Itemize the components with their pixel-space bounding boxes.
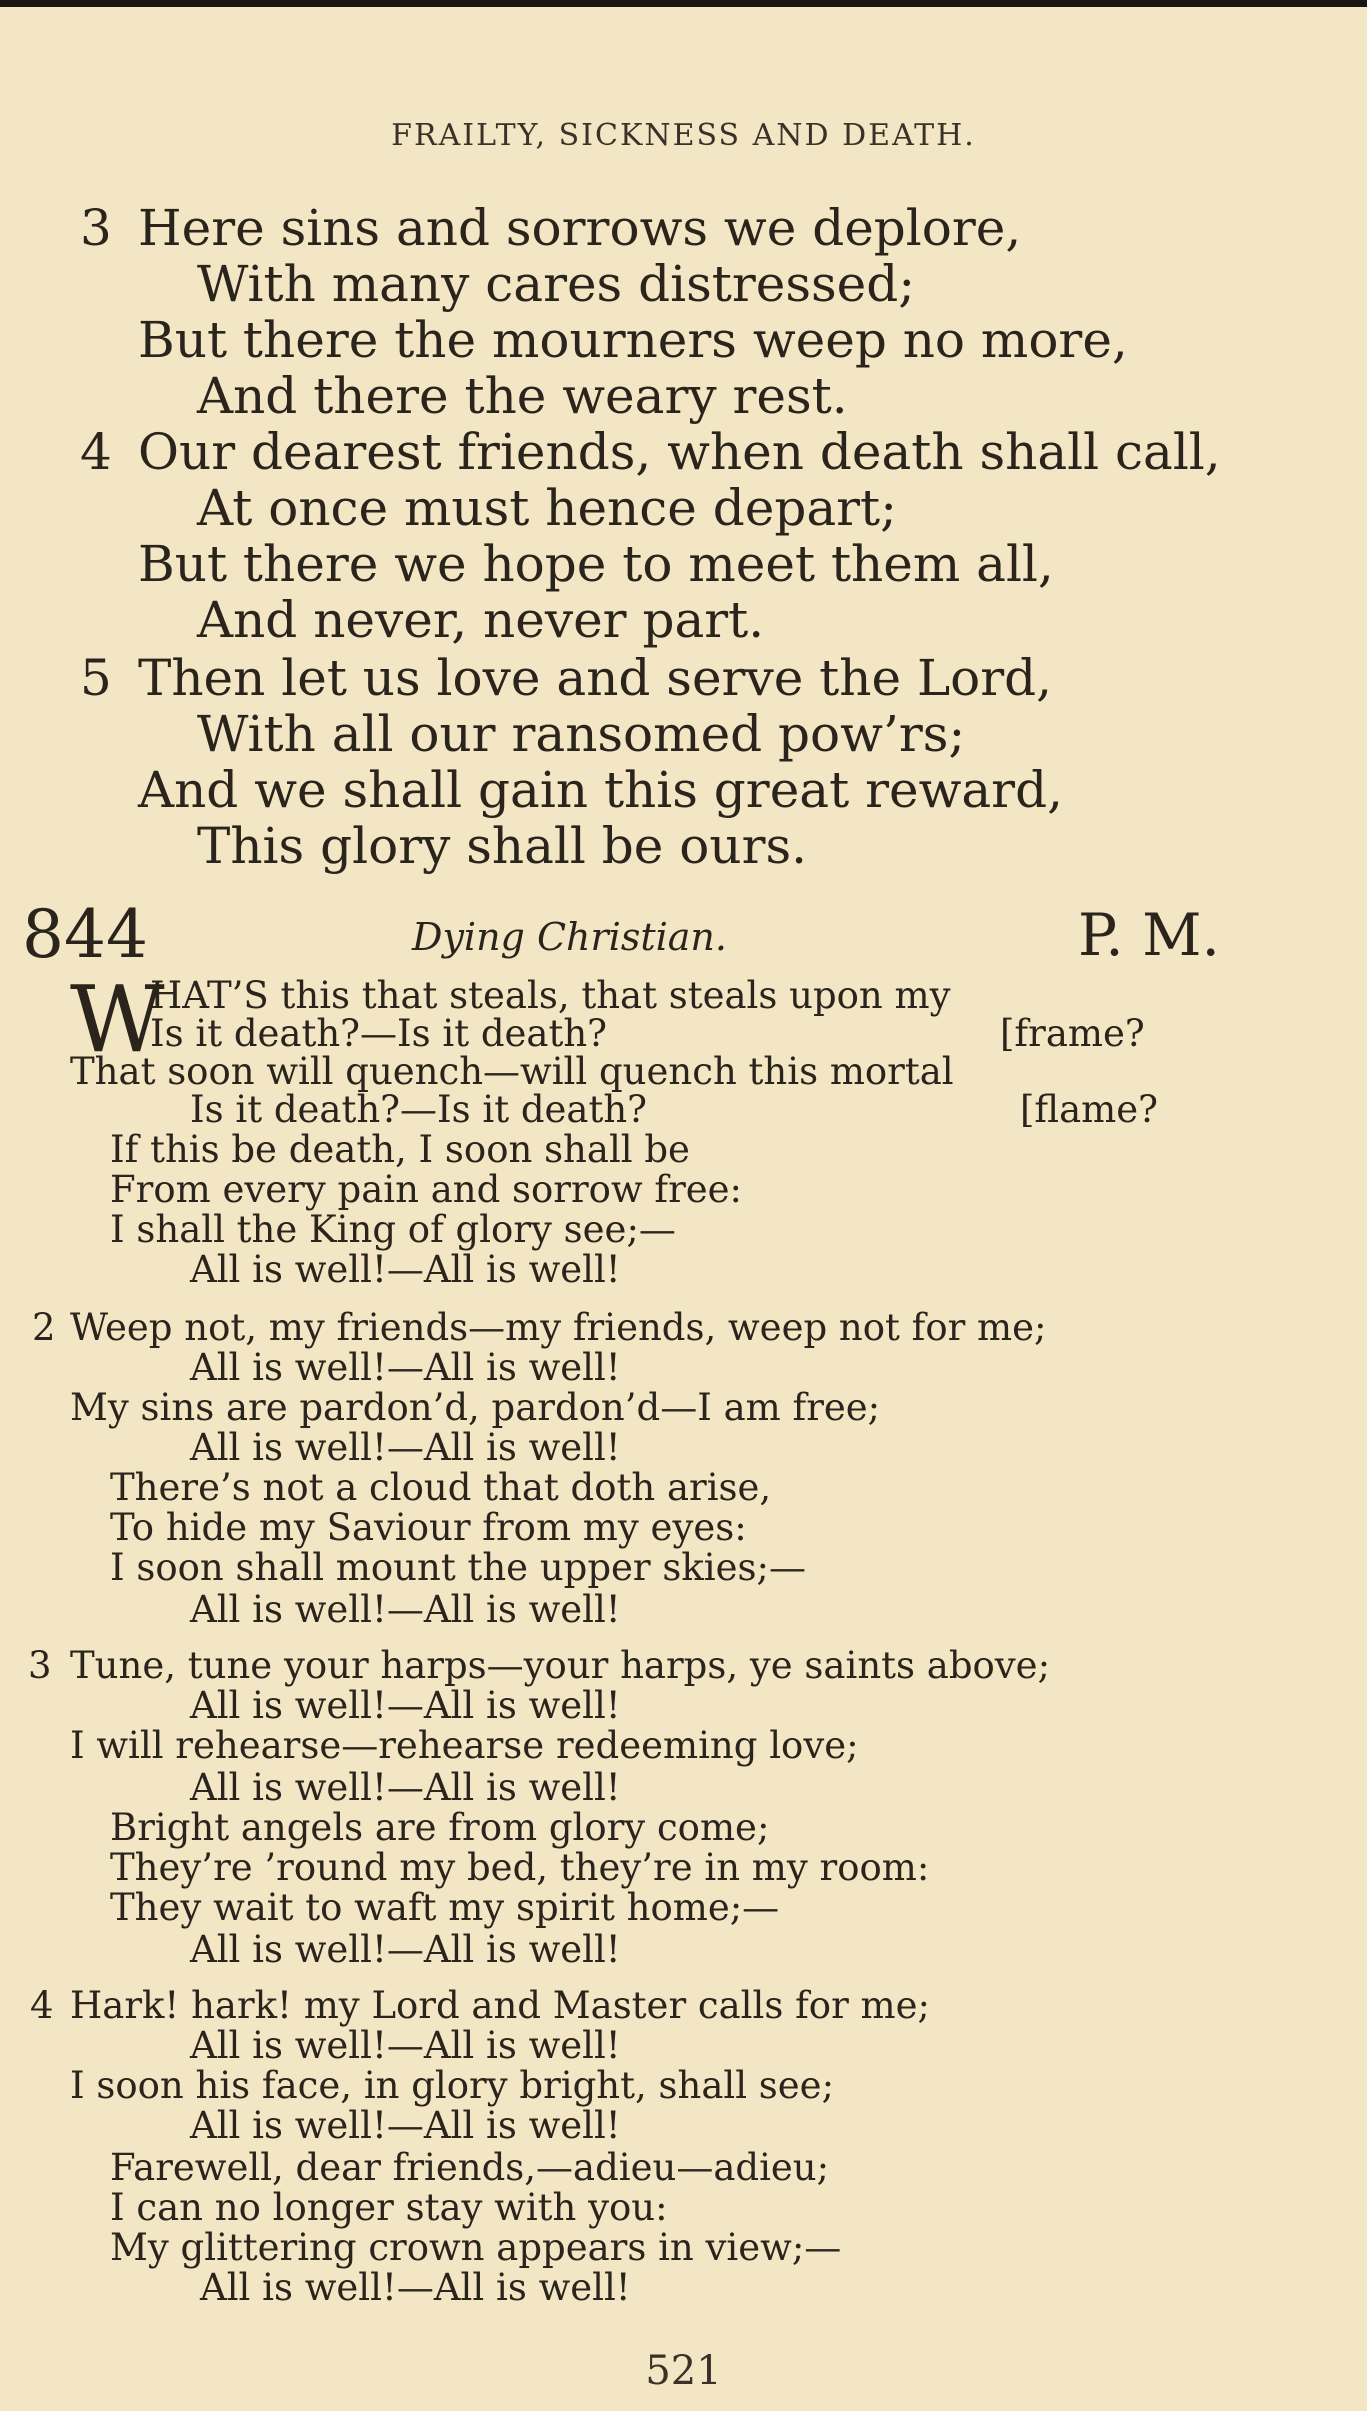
verse-line: But there we hope to meet them all,: [138, 535, 1054, 593]
verse-line: I can no longer stay with you:: [110, 2186, 668, 2229]
verse-number: 4: [30, 1984, 54, 2027]
hymn-title: Dying Christian.: [412, 915, 727, 959]
hymn-meter: P. M.: [1078, 901, 1220, 969]
verse-line: All is well!—All is well!: [190, 1766, 621, 1809]
verse-line: All is well!—All is well!: [190, 2104, 621, 2147]
verse-line: All is well!—All is well!: [190, 1928, 621, 1971]
verse-line: If this be death, I soon shall be: [110, 1128, 690, 1171]
verse-line: My sins are pardon’d, pardon’d—I am free;: [70, 1386, 881, 1429]
verse-line: All is well!—All is well!: [190, 1248, 621, 1291]
verse-line: From every pain and sorrow free:: [110, 1168, 743, 1211]
verse-number: 5: [80, 649, 112, 707]
verse-line: Hark! hark! my Lord and Master calls for me;: [70, 1984, 930, 2027]
verse-line: All is well!—All is well!: [190, 1426, 621, 1469]
verse-number: 4: [80, 423, 112, 481]
running-head: FRAILTY, SICKNESS AND DEATH.: [391, 118, 976, 153]
verse-line: Our dearest friends, when death shall call,: [138, 423, 1221, 481]
verse-number: 3: [80, 199, 112, 257]
verse-line: Is it death?—Is it death?: [150, 1012, 608, 1055]
verse-line: Then let us love and serve the Lord,: [138, 649, 1053, 707]
verse-number: 2: [32, 1306, 56, 1349]
top-border: [0, 0, 1367, 7]
verse-line: Bright angels are from glory come;: [110, 1806, 770, 1849]
verse-line: With all our ransomed pow’rs;: [197, 705, 966, 763]
verse-line: I will rehearse—rehearse redeeming love;: [70, 1724, 859, 1767]
verse-line: Here sins and sorrows we deplore,: [138, 199, 1022, 257]
verse-line: Tune, tune your harps—your harps, ye saints above;: [70, 1644, 1051, 1687]
verse-line: There’s not a cloud that doth arise,: [110, 1466, 772, 1509]
drop-cap: W: [70, 966, 165, 1073]
verse-line: My glittering crown appears in view;—: [110, 2226, 842, 2269]
verse-line: I soon shall mount the upper skies;—: [110, 1546, 806, 1589]
verse-line: All is well!—All is well!: [200, 2266, 631, 2309]
verse-line: That soon will quench—will quench this mortal: [70, 1050, 954, 1093]
verse-line: Weep not, my friends—my friends, weep not for me;: [70, 1306, 1047, 1349]
verse-line: All is well!—All is well!: [190, 2024, 621, 2067]
verse-line: I shall the King of glory see;—: [110, 1208, 676, 1251]
verse-line: And there the weary rest.: [197, 367, 848, 425]
verse-line: At once must hence depart;: [197, 479, 897, 537]
verse-number: 3: [28, 1644, 52, 1687]
verse-line: With many cares distressed;: [197, 255, 916, 313]
verse-line: They wait to waft my spirit home;—: [110, 1886, 780, 1929]
verse-line: But there the mourners weep no more,: [138, 311, 1128, 369]
verse-line: And we shall gain this great reward,: [138, 761, 1063, 819]
verse-line: I soon his face, in glory bright, shall see;: [70, 2064, 835, 2107]
verse-line: Farewell, dear friends,—adieu—adieu;: [110, 2146, 830, 2189]
page-number: 521: [645, 2348, 722, 2394]
verse-line: All is well!—All is well!: [190, 1684, 621, 1727]
verse-line: HAT’S this that steals, that steals upon my: [150, 974, 951, 1017]
verse-line: This glory shall be ours.: [197, 817, 808, 875]
verse-line: All is well!—All is well!: [190, 1588, 621, 1631]
hymn-number: 844: [22, 896, 148, 973]
verse-line: Is it death?—Is it death?: [190, 1088, 648, 1131]
verse-line: They’re ’round my bed, they’re in my room:: [110, 1846, 930, 1889]
verse-line-bracket: [flame?: [1020, 1088, 1158, 1131]
verse-line: To hide my Saviour from my eyes:: [110, 1506, 747, 1549]
verse-line-bracket: [frame?: [1000, 1012, 1145, 1055]
verse-line: All is well!—All is well!: [190, 1346, 621, 1389]
verse-line: And never, never part.: [197, 591, 765, 649]
